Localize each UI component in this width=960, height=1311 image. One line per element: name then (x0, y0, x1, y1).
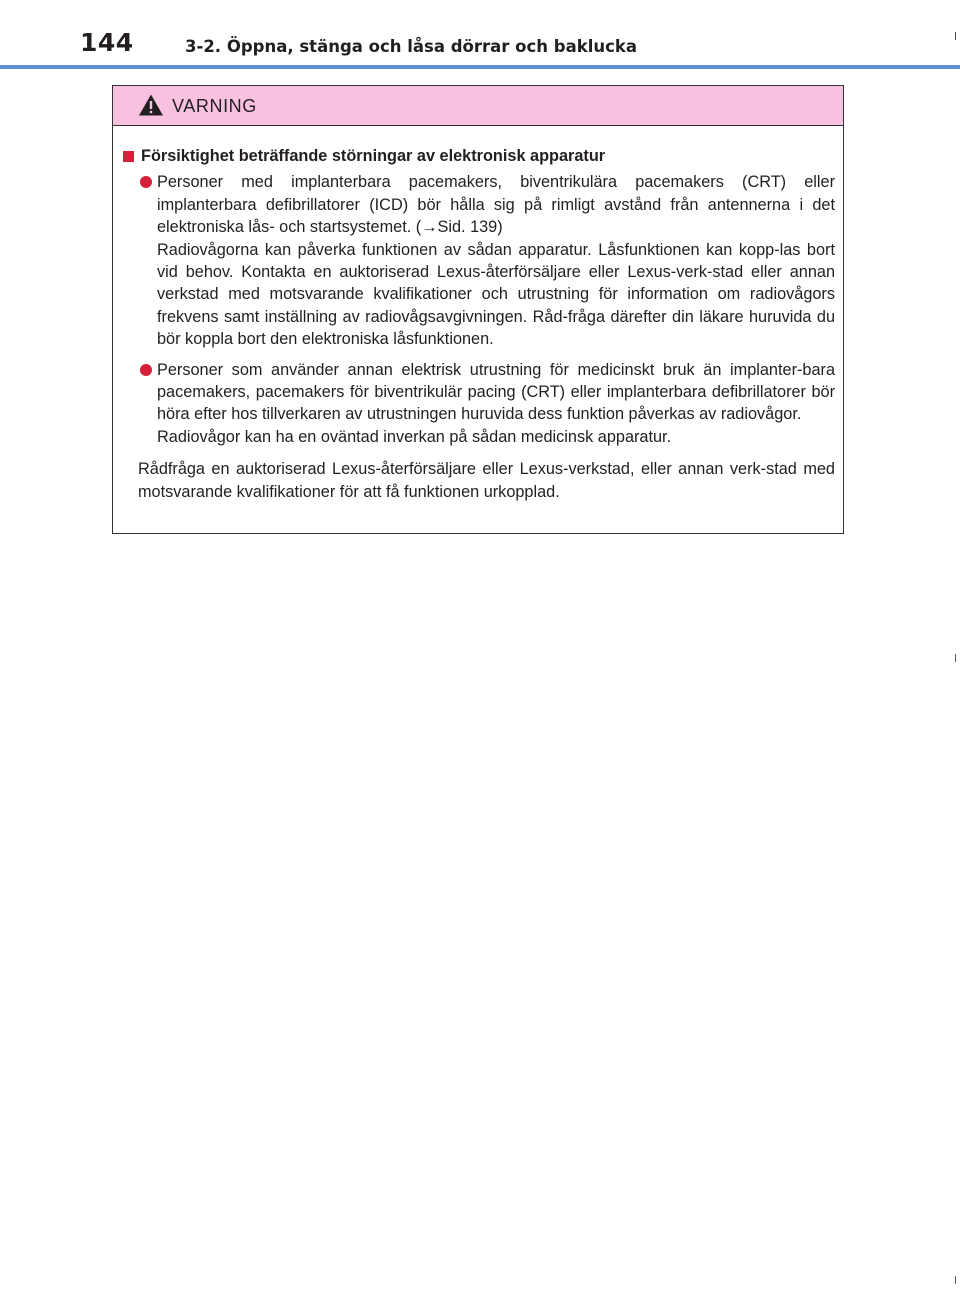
header-rule (0, 65, 960, 69)
page-header (0, 0, 960, 70)
crop-mark (955, 654, 956, 662)
section-title: 3-2. Öppna, stänga och låsa dörrar och baklucka (185, 37, 637, 56)
warning-subheading (123, 145, 835, 167)
warning-box (112, 85, 844, 534)
crop-mark (955, 32, 956, 40)
paragraph: Radiovågorna kan påverka funktionen av sådan apparatur. Låsfunktionen kan kopp-las bort vid behov. Kontakta en auktoriserad Lexus-återförsäljare eller Lexus-verk-stad eller annan verkstad med motsvarande kvalifikationer och utrustning för information om radiovågors frekvens samt inställning av radiovågsavgivningen. Råd-fråga därefter din läkare huruvida du bör koppla bort den elektroniska låsfunktionen. (157, 240, 835, 349)
list-item (123, 359, 835, 449)
square-bullet-icon (123, 151, 134, 162)
warning-triangle-icon (138, 93, 164, 117)
closing-paragraph: Rådfråga en auktoriserad Lexus-återförsäljare eller Lexus-verkstad, eller annan verk-stad med motsvarande kvalifikationer för att få funktionen urkopplad. (138, 460, 835, 501)
dot-bullet-icon (140, 364, 152, 376)
page-number: 144 (80, 28, 134, 57)
paragraph: Personer med implanterbara pacemakers, biventrikulära pacemakers (CRT) eller implanterbara defibrillatorer (ICD) bör hålla sig på rimligt avstånd från antennerna i det elektroniska lås- och startsystemet. (→Sid. 139) (157, 173, 835, 237)
warning-label: VARNING (172, 96, 257, 116)
list-item (123, 171, 835, 350)
paragraph: Personer som använder annan elektrisk utrustning för medicinskt bruk än implanter-bara pacemakers, pacemakers för biventrikulär pacing (CRT) eller implanterbara defibrillatorer bör höra efter hos tillverkaren av utrustningen huruvida dess funktion påverkas av radiovågor. (157, 360, 835, 424)
dot-bullet-icon (140, 176, 152, 188)
paragraph: Radiovågor kan ha en oväntad inverkan på sådan medicinsk apparatur. (157, 427, 672, 446)
warning-header (113, 86, 843, 126)
warning-heading-text: Försiktighet beträffande störningar av elektronisk apparatur (141, 147, 606, 165)
crop-mark (955, 1276, 956, 1284)
warning-body (113, 126, 843, 503)
